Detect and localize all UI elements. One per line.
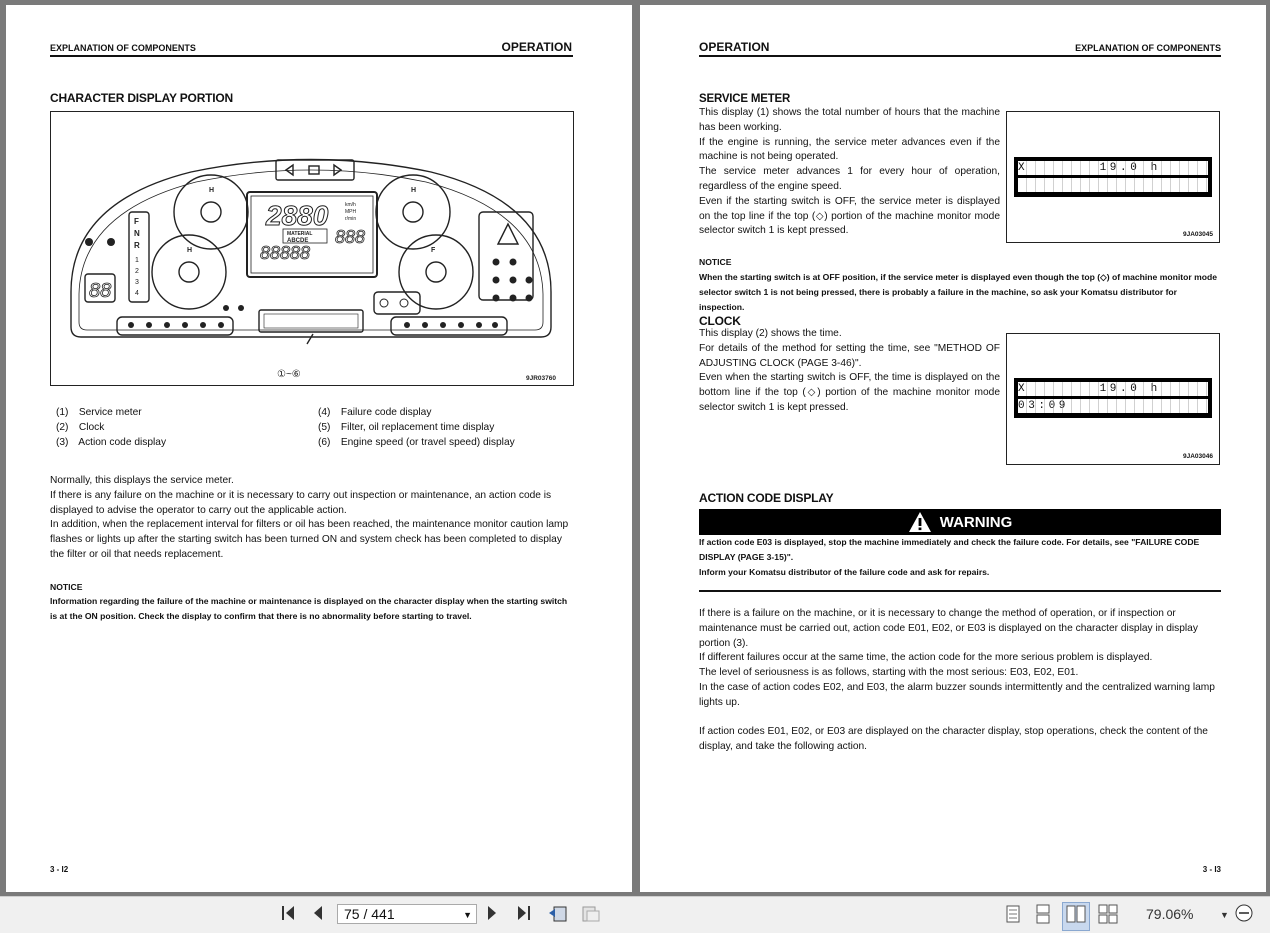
paragraph: This display (2) shows the time.: [699, 328, 842, 339]
svg-text:F: F: [134, 217, 139, 226]
paragraph: Normally, this displays the service meter.: [50, 475, 234, 486]
go-forward-view-icon[interactable]: [580, 904, 602, 929]
paragraph: For details of the method for setting the time, see "METHOD OF ADJUSTING CLOCK (PAGE 3-46)".: [699, 342, 1000, 369]
list-item: (6) Engine speed (or travel speed) display: [318, 437, 515, 448]
svg-text:2: 2: [135, 268, 139, 275]
section-title: CHARACTER DISPLAY PORTION: [50, 91, 234, 105]
svg-text:N: N: [134, 229, 140, 238]
page-header-left: OPERATION: [699, 40, 770, 54]
svg-text:R: R: [134, 241, 140, 250]
instrument-panel-figure: [50, 111, 574, 386]
component-list-right: [318, 405, 515, 450]
warning-rule: [699, 590, 1221, 592]
zoom-out-icon[interactable]: [1234, 903, 1254, 928]
list-item: (5) Filter, oil replacement time display: [318, 422, 495, 433]
paragraph: In addition, when the replacement interval for filters or oil has been reached, the maintenance monitor caution lamp flashes or lights up after the starting switch has been turned ON and system check has been completed to display the filter or oil that needs replacement.: [50, 519, 569, 560]
figure-callout: ①~⑥: [277, 369, 301, 380]
warning-label: WARNING: [939, 513, 1013, 531]
paragraph: This display (1) shows the total number of hours that the machine has been working.: [699, 107, 1000, 133]
component-list-left: [56, 405, 166, 450]
page-dropdown-icon[interactable]: ▼: [463, 910, 472, 920]
svg-text:MATERIAL: MATERIAL: [287, 231, 313, 237]
svg-text:H: H: [209, 187, 215, 194]
paragraph: The service meter advances 1 for every hour of operation, regardless of the engine speed.: [699, 166, 1000, 192]
lcd-bottom-line: 03:09: [1018, 399, 1208, 413]
first-page-icon[interactable]: [280, 904, 300, 927]
paragraph: If there is a failure on the machine, or it is necessary to change the method of operation, or if inspection or maintenance must be carried out, action code E01, E02, or E03 is displayed on the character display in display portion (3).: [699, 608, 1198, 649]
go-back-view-icon[interactable]: [547, 904, 569, 929]
header-rule: [50, 55, 573, 57]
page-number-input[interactable]: 75 / 441 ▼: [337, 904, 477, 924]
svg-text:4: 4: [135, 290, 139, 297]
clock-text: [699, 327, 1000, 416]
warning-text: If action code E03 is displayed, stop the machine immediately and check the failure code. For details, see "FAILURE CODE DISPLAY (PAGE 3-15)". Inform your Komatsu distributor of the failure code and ask for repairs.: [699, 537, 1200, 577]
two-page-continuous-icon[interactable]: [1098, 904, 1118, 929]
svg-text:1: 1: [135, 257, 139, 264]
svg-text:MPH: MPH: [345, 209, 357, 215]
zoom-dropdown-icon[interactable]: ▼: [1220, 910, 1229, 920]
service-meter-title: SERVICE METER: [699, 93, 791, 105]
next-page-icon[interactable]: [486, 904, 500, 927]
single-page-icon[interactable]: [1004, 904, 1022, 929]
service-meter-figure: [1006, 111, 1220, 243]
action-code-text: [699, 607, 1222, 711]
svg-text:F: F: [431, 247, 436, 254]
last-page-icon[interactable]: [514, 904, 534, 927]
page-header-right: EXPLANATION OF COMPONENTS: [1075, 43, 1221, 53]
notice-text: Information regarding the failure of the machine or maintenance is displayed on the character display when the starting switch is at the ON position. Check the display to confirm that there is no abnormality before starting to travel.: [50, 596, 568, 621]
svg-text:r/min: r/min: [345, 216, 357, 222]
warning-triangle-icon: [908, 511, 932, 533]
svg-text:888: 888: [335, 227, 366, 247]
paragraph: Even when the starting switch is OFF, the time is displayed on the bottom line if the top (◇) portion of the machine monitor mode selector switch 1 is kept pressed.: [699, 372, 1000, 413]
continuous-page-icon[interactable]: [1034, 904, 1052, 929]
paragraph: In the case of action codes E02, and E03, the alarm buzzer sounds intermittently and the centralized warning lamp lights up.: [699, 681, 1215, 708]
svg-text:2880: 2880: [266, 200, 329, 231]
body-text: [50, 474, 574, 563]
list-item: (3) Action code display: [56, 437, 167, 448]
lcd-top-line: X 19.0 h: [1018, 161, 1208, 175]
action-code-final: If action codes E01, E02, or E03 are displayed on the character display, stop operations, check the content of the display, and take the following action.: [699, 726, 1208, 752]
svg-text:ABCDE: ABCDE: [287, 238, 309, 244]
prev-page-icon[interactable]: [310, 904, 324, 927]
figure-id: 9JA03045: [1183, 231, 1213, 238]
paragraph: Even if the starting switch is OFF, the service meter is displayed on the top line if the top (◇) portion of the machine monitor mode selector switch 1 is kept pressed.: [699, 195, 1000, 237]
service-meter-text: [699, 106, 1000, 239]
paragraph: If there is any failure on the machine or it is necessary to carry out inspection or maintenance, an action code is displayed to advise the operator to carry out the applicable action.: [50, 489, 552, 516]
list-item: (2) Clock: [56, 422, 105, 433]
two-page-icon[interactable]: [1062, 902, 1090, 931]
left-page: [6, 5, 632, 892]
lcd-display: [1014, 378, 1212, 418]
paragraph: The level of seriousness is as follows, starting with the most serious: E03, E02, E01.: [699, 667, 1079, 679]
list-item: (1) Service meter: [56, 407, 142, 418]
figure-id: 9JA03046: [1183, 453, 1213, 460]
lcd-display: [1014, 157, 1212, 197]
notice-title: NOTICE: [50, 582, 83, 592]
page-header-right: OPERATION: [501, 40, 572, 54]
action-code-title: ACTION CODE DISPLAY: [699, 491, 834, 505]
page-number: 3 - I3: [1202, 865, 1221, 874]
clock-title: CLOCK: [699, 314, 741, 328]
svg-text:3: 3: [135, 279, 139, 286]
notice-title: NOTICE: [699, 257, 732, 267]
svg-text:km/h: km/h: [345, 202, 356, 208]
clock-figure: [1006, 333, 1220, 465]
figure-id: 9JR03760: [526, 375, 556, 382]
svg-text:H: H: [187, 247, 193, 254]
lcd-bottom-line: [1018, 178, 1208, 192]
paragraph: If the engine is running, the service meter advances even if the machine is not being operated.: [699, 136, 1000, 163]
page-number: 3 - I2: [50, 865, 69, 874]
list-item: (4) Failure code display: [318, 407, 432, 418]
header-rule: [699, 55, 1221, 57]
svg-text:88: 88: [89, 280, 112, 302]
zoom-level[interactable]: 79.06%: [1146, 906, 1194, 922]
warning-banner: [699, 509, 1221, 535]
page-header-left: EXPLANATION OF COMPONENTS: [50, 43, 196, 53]
svg-text:H: H: [411, 187, 417, 194]
notice-text: When the starting switch is at OFF position, if the service meter is displayed even though the top (◇) of machine monitor mode selector switch 1 is not being pressed, there is probably a failure in the machine, so ask your Komatsu distributor for inspection.: [699, 272, 1217, 312]
paragraph: If different failures occur at the same time, the action code for the more serious problem is displayed.: [699, 652, 1153, 664]
svg-text:88888: 88888: [260, 243, 311, 263]
instrument-panel-drawing: [51, 112, 573, 385]
right-page: [640, 5, 1266, 892]
lcd-top-line: X 19.0 h: [1018, 382, 1208, 396]
